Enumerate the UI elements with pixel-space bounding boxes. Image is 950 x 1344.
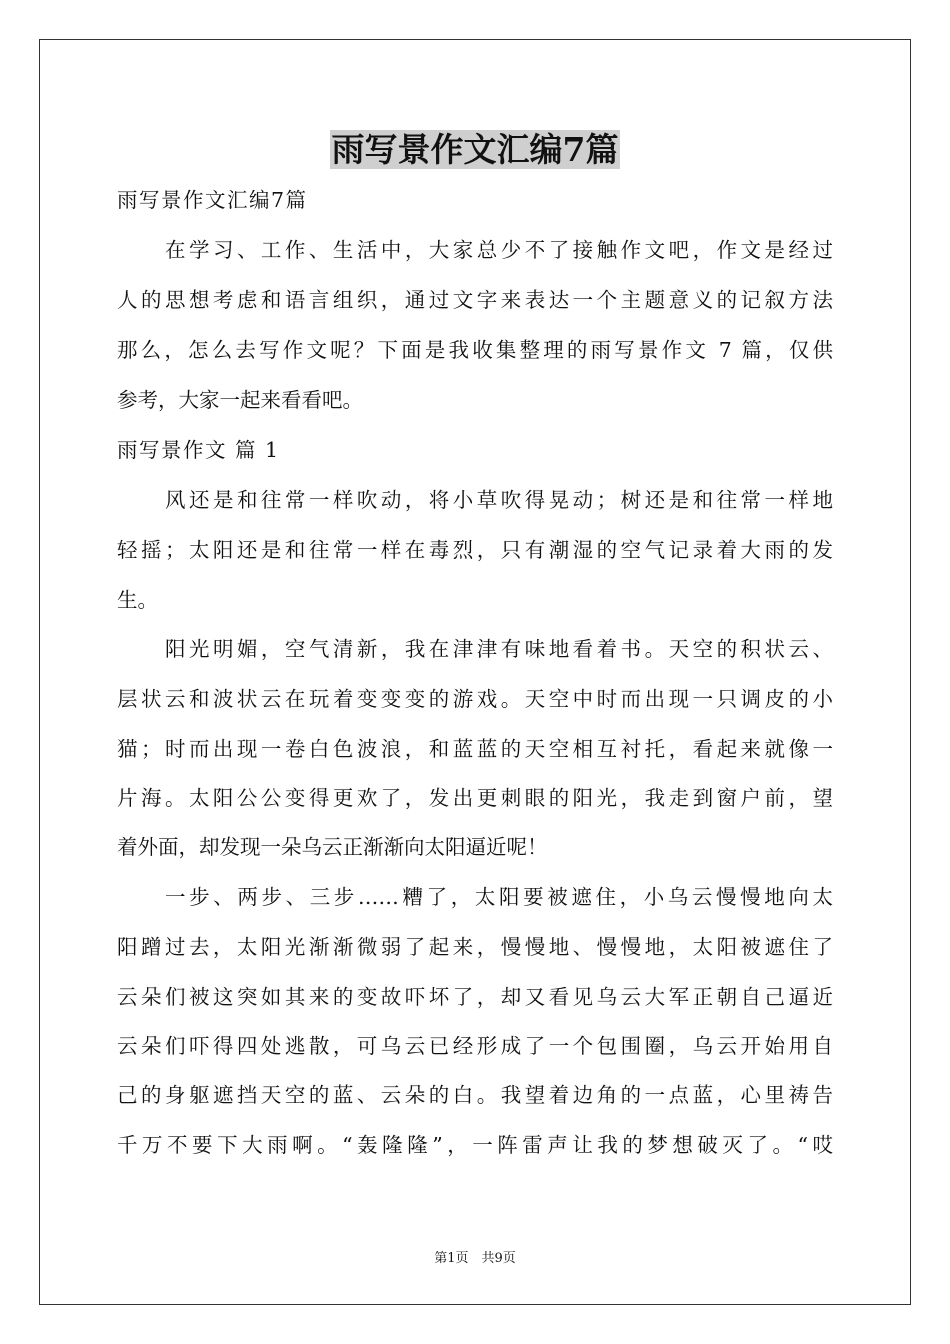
text-line: 云朵们被这突如其来的变故吓坏了，却又看见乌云大军正朝自己逼近 — [117, 985, 833, 1009]
text-line: 那么，怎么去写作文呢？下面是我收集整理的雨写景作文 7 篇，仅供 — [117, 338, 833, 362]
section-heading: 雨写景作文 篇 1 — [117, 438, 280, 462]
page-footer: 第1页 共9页 — [434, 1251, 516, 1266]
document-title: 雨写景作文汇编7篇 — [331, 130, 619, 169]
text-line: 一步、两步、三步……糟了，太阳要被遮住，小乌云慢慢地向太 — [165, 885, 833, 909]
text-line: 风还是和往常一样吹动，将小草吹得晃动；树还是和往常一样地 — [165, 488, 833, 512]
text-line: 千万不要下大雨啊。“轰隆隆”，一阵雷声让我的梦想破灭了。“哎 — [117, 1133, 833, 1157]
text-line: 在学习、工作、生活中，大家总少不了接触作文吧，作文是经过 — [165, 238, 833, 262]
text-line: 参考，大家一起来看看吧。 — [117, 388, 363, 412]
text-line: 片海。太阳公公变得更欢了，发出更刺眼的阳光，我走到窗户前，望 — [117, 786, 833, 810]
text-line: 轻摇；太阳还是和往常一样在毒烈，只有潮湿的空气记录着大雨的发 — [117, 538, 833, 562]
text-line: 层状云和波状云在玩着变变变的游戏。天空中时而出现一只调皮的小 — [117, 687, 833, 711]
page-border — [39, 39, 911, 1305]
text-line: 生。 — [117, 588, 158, 612]
text-line: 着外面，却发现一朵乌云正渐渐向太阳逼近呢！ — [117, 835, 548, 859]
text-line: 人的思想考虑和语言组织，通过文字来表达一个主题意义的记叙方法 — [117, 288, 833, 312]
text-line: 猫；时而出现一卷白色波浪，和蓝蓝的天空相互衬托，看起来就像一 — [117, 737, 833, 761]
text-line: 云朵们吓得四处逃散，可乌云已经形成了一个包围圈，乌云开始用自 — [117, 1034, 833, 1058]
text-line: 阳蹭过去，太阳光渐渐微弱了起来，慢慢地、慢慢地，太阳被遮住了 — [117, 935, 833, 959]
text-line: 己的身躯遮挡天空的蓝、云朵的白。我望着边角的一点蓝，心里祷告 — [117, 1083, 833, 1107]
text-line: 阳光明媚，空气清新，我在津津有味地看着书。天空的积状云、 — [165, 637, 833, 661]
document-subtitle: 雨写景作文汇编7篇 — [117, 188, 308, 212]
